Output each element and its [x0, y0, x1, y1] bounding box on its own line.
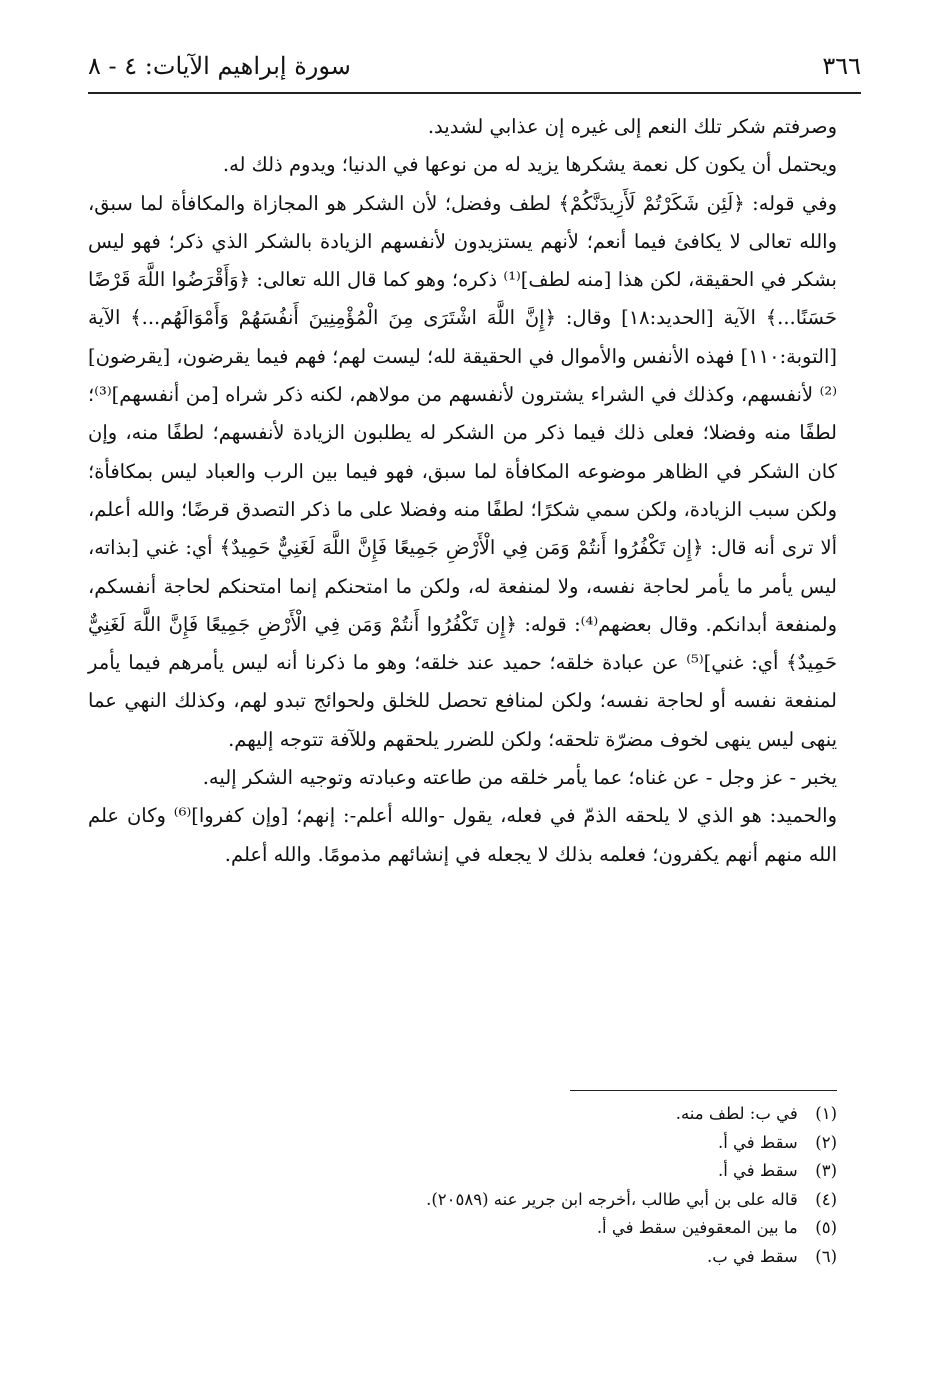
paragraph: ويحتمل أن يكون كل نعمة يشكرها يزيد له من نوعها في الدنيا؛ ويدوم ذلك له.: [222, 153, 837, 177]
paragraph: يخبر - عز وجل - عن غناه؛ عما يأمر خلقه من طاعته وعبادته وتوجيه الشكر إليه.: [202, 766, 837, 790]
paragraph: وصرفتم شكر تلك النعم إلى غيره إن عذابي لشديد.: [427, 115, 837, 138]
footnote-number: (٣): [815, 1161, 837, 1180]
footnote: [88, 1214, 837, 1243]
footnote-text: سقط في أ.: [717, 1132, 798, 1152]
page-number: ٣٦٦: [822, 52, 861, 80]
footnote: [88, 1157, 837, 1186]
footnote-number: (٥): [815, 1218, 837, 1237]
footnote-text: سقط في أ.: [717, 1161, 798, 1180]
footnote: [88, 1186, 837, 1215]
footnote-text: في ب: لطف منه.: [675, 1104, 798, 1123]
footnote-number: (٤): [815, 1189, 837, 1209]
footnote-rule: [570, 1090, 837, 1091]
footnotes: [88, 1100, 837, 1271]
footnote-number: (٦): [815, 1246, 837, 1266]
paragraph: وفي قوله: ﴿لَئِن شَكَرْتُمْ لَأَزِيدَنَّكُمْ﴾ لطف وفضل؛ لأن الشكر هو المجازاة والمكافأة لما سبق، والله تعالى لا يكافئ فيما أنعم؛ لأنهم يستزيدون لأنفسهم الزيادة بالشكر الذي ذكر؛ فهو ليس بشكر في الحقيقة، لكن هذا [منه لطف]⁽¹⁾ ذكره؛ وهو كما قال الله تعالى: ﴿وَأَقْرَضُوا اللَّهَ قَرْضًا حَسَنًا...﴾ الآية [الحديد:١٨] وقال: ﴿إِنَّ اللَّهَ اشْتَرَى مِنَ الْمُؤْمِنِينَ أَنفُسَهُمْ وَأَمْوَالَهُم...﴾ الآية [التوبة:١١٠] فهذه الأنفس والأموال في الحقيقة لله؛ ليست لهم؛ فهم فيما يقرضون، [يقرضون]⁽²⁾ لأنفسهم، وكذلك في الشراء يشترون لأنفسهم من مولاهم، لكنه ذكر شراه [من أنفسهم]⁽³⁾؛ لطفًا منه وفضلا؛ فعلى ذلك فيما ذكر من الشكر له يطلبون الزيادة لأنفسهم؛ لطفًا منه، وإن كان الشكر في الظاهر موضوعه المكافأة لما سبق، فهو فيما بين الرب والعباد ليس بمكافأة؛ ولكن سبب الزيادة، ولكن سمي شكرًا؛ لطفًا منه وفضلا على ما ذكر التصدق قرضًا؛ والله أعلم، ألا ترى أنه قال: ﴿إِن تَكْفُرُوا أَنتُمْ وَمَن فِي الْأَرْضِ جَمِيعًا فَإِنَّ اللَّهَ لَغَنِيٌّ حَمِيدٌ﴾ أي: غني [بذاته، ليس يأمر ما يأمر لحاجة نفسه، ولا لمنفعة له، ولكن ما امتحنكم إنما امتحنكم لحاجة أنفسكم، ولمنفعة أبدانكم. وقال بعضهم⁽⁴⁾: قوله: ﴿إِن تَكْفُرُوا أَنتُمْ وَمَن فِي الْأَرْضِ جَمِيعًا فَإِنَّ اللَّهَ لَغَنِيٌّ حَمِيدٌ﴾ أي: غني]⁽⁵⁾ عن عبادة خلقه؛ حميد عند خلقه؛ وهو ما ذكرنا أنه ليس يأمرهم فيما يأمر لمنفعة نفسه أو لحاجة نفسه؛ ولكن لمنافع تحصل للخلق ولحوائج تبدو لهم، وكذلك النهي عما ينهى ليس ينهى لخوف مضرّة تلحقه؛ ولكن للضرر يلحقهم وللآفة تتوجه إليهم.: [88, 191, 838, 751]
footnote-text: سقط في ب.: [707, 1246, 798, 1266]
footnote: [88, 1243, 837, 1272]
main-text: [88, 108, 837, 874]
header-rule: [88, 92, 861, 94]
footnote-number: (١): [815, 1104, 837, 1123]
footnote-text: ما بين المعقوفين سقط في أ.: [596, 1218, 798, 1237]
footnote-number: (٢): [815, 1132, 837, 1152]
running-title: سورة إبراهيم الآيات: ٤ - ٨: [88, 52, 351, 80]
footnote-text: قاله على بن أبي طالب ،أخرجه ابن جرير عنه (٢٠٥٨٩).: [426, 1189, 798, 1209]
footnote: [88, 1129, 837, 1158]
footnote: [88, 1100, 837, 1129]
page-header: [88, 48, 861, 88]
paragraph: والحميد: هو الذي لا يلحقه الذمّ في فعله، يقول -والله أعلم-: إنهم؛ [وإن كفروا]⁽⁶⁾ وكان علم الله منهم أنهم يكفرون؛ فعلمه بذلك لا يجعله في إنشائهم مذمومًا. والله أعلم.: [88, 804, 837, 866]
